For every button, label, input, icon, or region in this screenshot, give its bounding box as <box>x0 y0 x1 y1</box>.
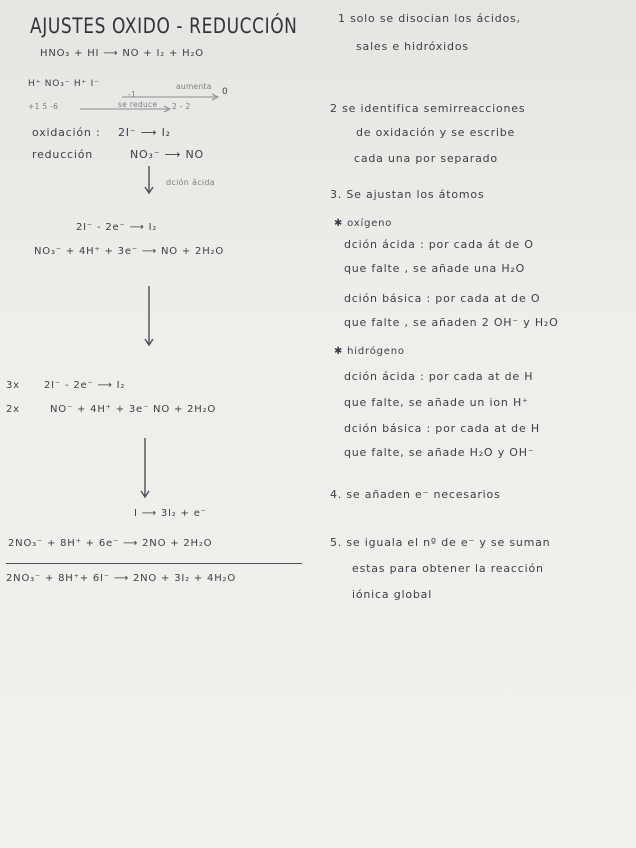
se-reduce-note: se reduce <box>118 100 158 109</box>
hydrogen-acid-1: dción ácida : por cada at de H <box>344 370 534 383</box>
step-2-line-2: de oxidación y se escribe <box>356 126 516 139</box>
ions-row: H⁺ NO₃⁻ H⁺ I⁻ <box>28 79 100 89</box>
step-5-line-2: estas para obtener la reacción <box>352 562 544 575</box>
half-reduction-2: NO⁻ + 4H⁺ + 3e⁻ NO + 2H₂O <box>50 404 217 415</box>
oxygen-basic-1: dción básica : por cada at de O <box>344 292 541 305</box>
step-5-line-3: iónica global <box>352 588 433 601</box>
final-equation: 2NO₃⁻ + 8H⁺+ 6I⁻ ⟶ 2NO + 3I₂ + 4H₂O <box>6 573 237 584</box>
ox-number-minus1: -1 <box>128 90 137 99</box>
sum-oxidation: I ⟶ 3I₂ + e⁻ <box>134 508 207 519</box>
ox-numbers-right: 2 - 2 <box>172 102 191 111</box>
hydrogen-heading: ✱ hidrógeno <box>334 346 405 357</box>
half-reduction: NO₃⁻ + 4H⁺ + 3e⁻ ⟶ NO + 2H₂O <box>34 246 225 257</box>
oxygen-acid-1: dción ácida : por cada át de O <box>344 238 534 251</box>
oxidation-equation: 2I⁻ ⟶ I₂ <box>118 126 171 139</box>
aumenta-note: aumenta <box>176 82 212 91</box>
step-3: 3. Se ajustan los átomos <box>330 188 485 201</box>
main-reaction: HNO₃ + HI ⟶ NO + I₂ + H₂O <box>40 48 204 59</box>
half-oxidation-2: 2I⁻ - 2e⁻ ⟶ I₂ <box>44 380 126 391</box>
multiplier-3x: 3x <box>6 380 20 391</box>
multiplier-2x: 2x <box>6 404 20 415</box>
step-2-line-1: 2 se identifica semirreacciones <box>330 102 526 115</box>
reduction-equation: NO₃⁻ ⟶ NO <box>130 148 204 161</box>
step-1-line-1: 1 solo se disocian los ácidos, <box>338 12 521 25</box>
down-arrow-1 <box>144 166 154 196</box>
half-oxidation: 2I⁻ - 2e⁻ ⟶ I₂ <box>76 222 158 233</box>
reduction-label: reducción <box>32 148 94 161</box>
oxidation-label: oxidación : <box>32 126 101 139</box>
step-5-line-1: 5. se iguala el nº de e⁻ y se suman <box>330 536 551 549</box>
sum-line <box>6 563 302 564</box>
step-1-line-2: sales e hidróxidos <box>356 40 469 53</box>
hydrogen-basic-1: dción básica : por cada at de H <box>344 422 540 435</box>
page-title: AJUSTES OXIDO - REDUCCIÓN <box>30 14 298 39</box>
oxygen-acid-2: que falte , se añade una H₂O <box>344 262 526 275</box>
reduce-arrow <box>80 106 180 112</box>
ox-number-zero: 0 <box>222 87 229 97</box>
down-arrow-3 <box>140 438 150 500</box>
down-arrow-2 <box>144 286 154 348</box>
step-2-line-3: cada una por separado <box>354 152 498 165</box>
oxygen-basic-2: que falte , se añaden 2 OH⁻ y H₂O <box>344 316 559 329</box>
hydrogen-basic-2: que falte, se añade H₂O y OH⁻ <box>344 446 535 459</box>
sum-reduction: 2NO₃⁻ + 8H⁺ + 6e⁻ ⟶ 2NO + 2H₂O <box>8 538 213 549</box>
hydrogen-acid-2: que falte, se añade un ion H⁺ <box>344 396 529 409</box>
acid-condition-note: dción ácida <box>166 178 216 187</box>
step-4: 4. se añaden e⁻ necesarios <box>330 488 501 501</box>
oxygen-heading: ✱ oxígeno <box>334 218 393 229</box>
ox-numbers-left: +1 5 -6 <box>28 102 59 111</box>
